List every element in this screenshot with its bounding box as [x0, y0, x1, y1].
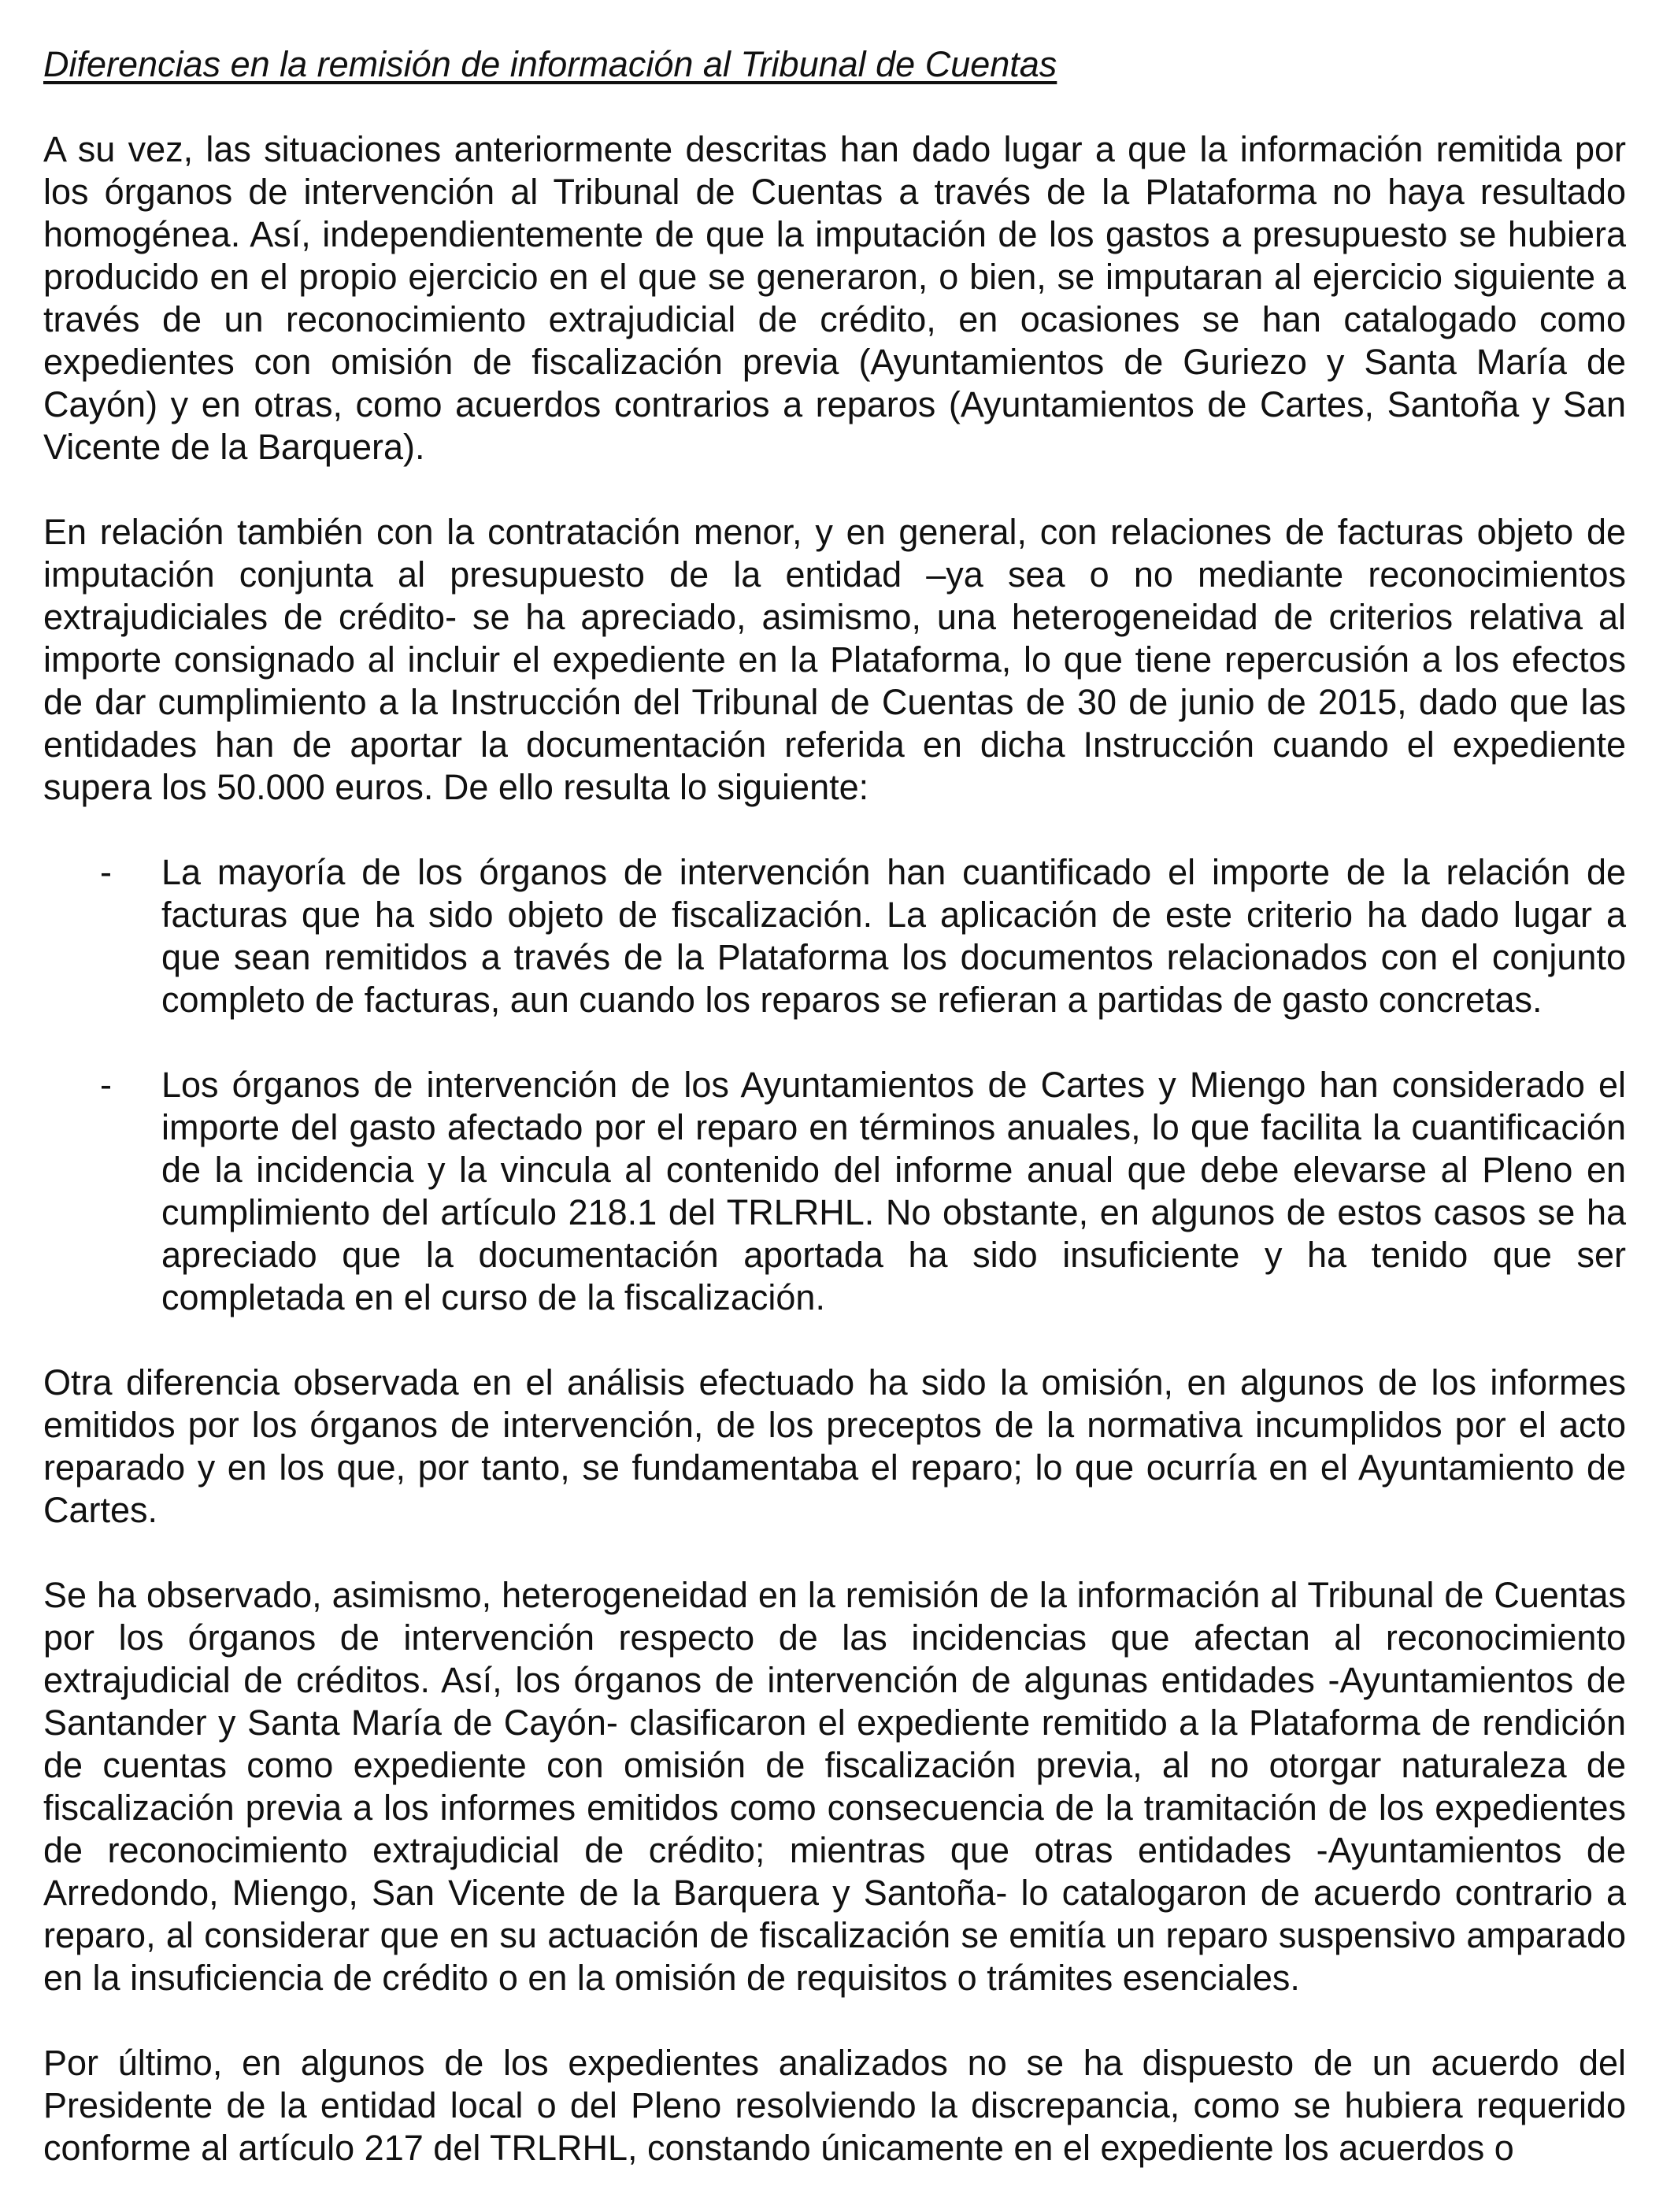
list-item	[43, 851, 1626, 1021]
bullet-text: Los órganos de intervención de los Ayuntamientos de Cartes y Miengo han considerado el importe del gasto afectado por el reparo en términos anuales, lo que facilita la cuantificación de la incidencia y la vincula al contenido del informe anual que debe elevarse al Pleno en cumplimiento del artículo 218.1 del TRLRHL. No obstante, en algunos de estos casos se ha apreciado que la documentación aportada ha sido insuficiente y ha tenido que ser completada en el curso de la fiscalización.	[161, 1065, 1626, 1317]
list-item	[43, 1064, 1626, 1319]
paragraph-heterogeneidad: Se ha observado, asimismo, heterogeneidad en la remisión de la información al Tribunal de Cuentas por los órganos de intervención respecto de las incidencias que afectan al reconocimiento extrajudicial de créditos. Así, los órganos de intervención de algunas entidades -Ayuntamientos de Santander y Santa María de Cayón- clasificaron el expediente remitido a la Plataforma de rendición de cuentas como expediente con omisión de fiscalización previa, al no otorgar naturaleza de fiscalización previa a los informes emitidos como consecuencia de la tramitación de los expedientes de reconocimiento extrajudicial de crédito; mientras que otras entidades -Ayuntamientos de Arredondo, Miengo, San Vicente de la Barquera y Santoña- lo catalogaron de acuerdo contrario a reparo, al considerar que en su actuación de fiscalización se emitía un reparo suspensivo amparado en la insuficiencia de crédito o en la omisión de requisitos o trámites esenciales.	[43, 1575, 1626, 1998]
bullet-dash: -	[100, 852, 112, 892]
bullet-list	[43, 851, 1626, 1319]
paragraph-contratacion-menor: En relación también con la contratación menor, y en general, con relaciones de facturas objeto de imputación conjunta al presupuesto de la entidad –ya sea o no mediante reconocimientos extrajudiciales de crédito- se ha apreciado, asimismo, una heterogeneidad de criterios relativa al importe consignado al incluir el expediente en la Plataforma, lo que tiene repercusión a los efectos de dar cumplimiento a la Instrucción del Tribunal de Cuentas de 30 de junio de 2015, dado que las entidades han de aportar la documentación referida en dicha Instrucción cuando el expediente supera los 50.000 euros. De ello resulta lo siguiente:	[43, 512, 1626, 807]
paragraph-por-ultimo: Por último, en algunos de los expedientes analizados no se ha dispuesto de un acuerdo del Presidente de la entidad local o del Pleno resolviendo la discrepancia, como se hubiera requerido conforme al artículo 217 del TRLRHL, constando únicamente en el expediente los acuerdos o	[43, 2043, 1626, 2168]
bullet-text: La mayoría de los órganos de intervención han cuantificado el importe de la relación de facturas que ha sido objeto de fiscalización. La aplicación de este criterio ha dado lugar a que sean remitidos a través de la Plataforma los documentos relacionados con el conjunto completo de facturas, aun cuando los reparos se refieran a partidas de gasto concretas.	[161, 852, 1626, 1020]
paragraph-omision-preceptos: Otra diferencia observada en el análisis efectuado ha sido la omisión, en algunos de los informes emitidos por los órganos de intervención, de los preceptos de la normativa incumplidos por el acto reparado y en los que, por tanto, se fundamentaba el reparo; lo que ocurría en el Ayuntamiento de Cartes.	[43, 1362, 1626, 1530]
document-page	[43, 43, 1626, 2212]
bullet-dash: -	[100, 1065, 112, 1105]
section-heading: Diferencias en la remisión de información al Tribunal de Cuentas	[43, 44, 1057, 84]
paragraph-intro: A su vez, las situaciones anteriormente descritas han dado lugar a que la información remitida por los órganos de intervención al Tribunal de Cuentas a través de la Plataforma no haya resultado homogénea. Así, independientemente de que la imputación de los gastos a presupuesto se hubiera producido en el propio ejercicio en el que se generaron, o bien, se imputaran al ejercicio siguiente a través de un reconocimiento extrajudicial de crédito, en ocasiones se han catalogado como expedientes con omisión de fiscalización previa (Ayuntamientos de Guriezo y Santa María de Cayón) y en otras, como acuerdos contrarios a reparos (Ayuntamientos de Cartes, Santoña y San Vicente de la Barquera).	[43, 129, 1626, 467]
